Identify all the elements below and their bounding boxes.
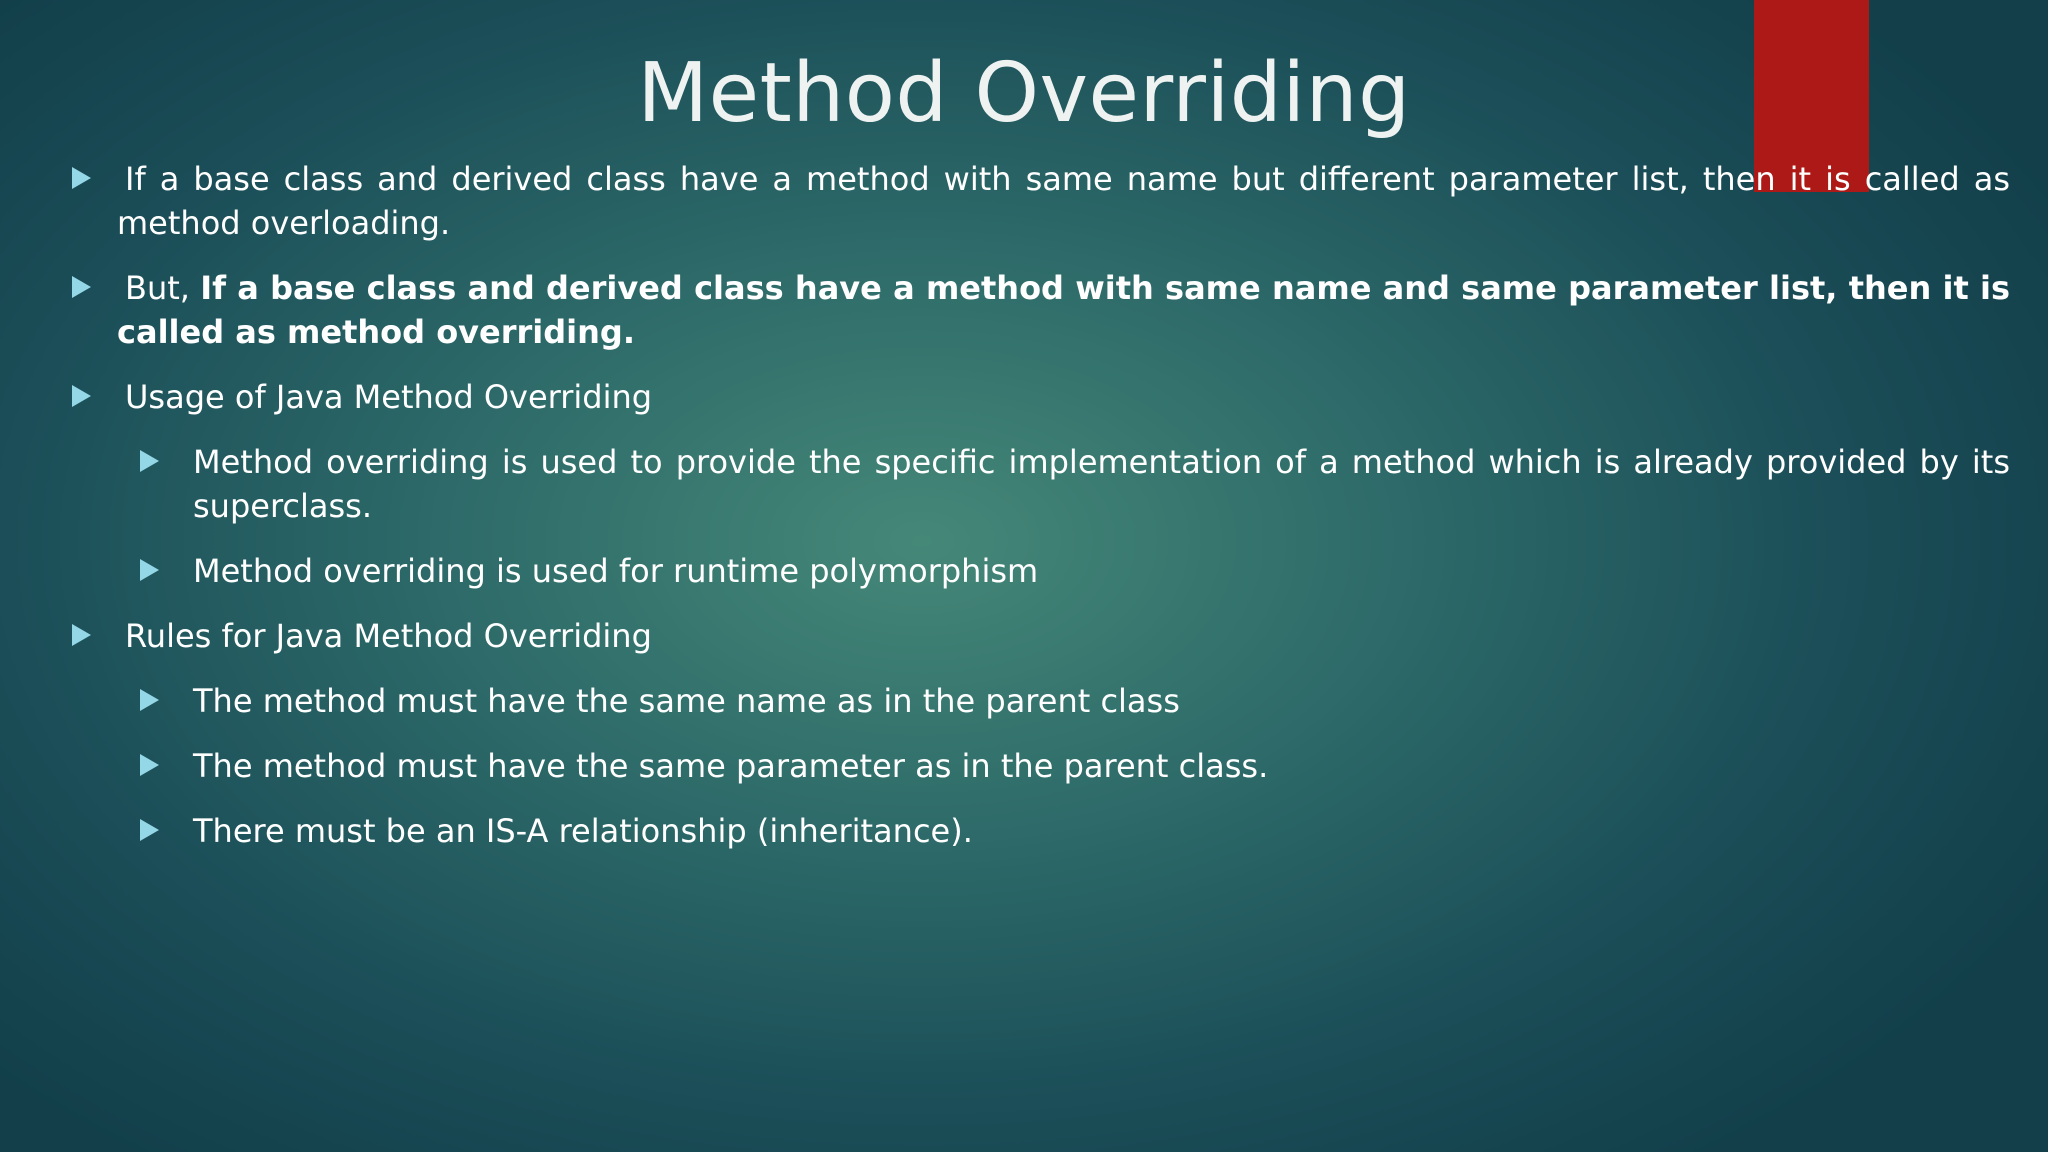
bullet-prefix: But, (125, 269, 201, 307)
bullet-text: If a base class and derived class have a method with same name but different parameter list, then it is called as method overloading. (117, 160, 2010, 242)
triangle-right-icon (72, 385, 91, 407)
sub-bullet-text: The method must have the same parameter as in the parent class. (193, 747, 1269, 785)
sub-bullet-rule-3 (68, 809, 2010, 853)
sub-bullet-rule-1 (68, 679, 2010, 723)
bullet-text: Rules for Java Method Overriding (125, 617, 652, 655)
bullet-bold-text: If a base class and derived class have a method with same name and same parameter list, then it is called as method overriding. (117, 269, 2011, 351)
slide-title: Method Overriding (637, 46, 1411, 141)
bullet-rules-heading (68, 614, 2010, 658)
bullet-text: Usage of Java Method Overriding (125, 378, 653, 416)
bullet-overloading (68, 157, 2010, 245)
triangle-right-icon (140, 754, 159, 776)
triangle-right-icon (72, 167, 91, 189)
sub-bullet-rule-2 (68, 744, 2010, 788)
sub-bullet-text: There must be an IS-A relationship (inheritance). (193, 812, 973, 850)
triangle-right-icon (140, 450, 159, 472)
bullet-usage-heading (68, 375, 2010, 419)
sub-bullet-usage-2 (68, 549, 2010, 593)
sub-bullet-text: Method overriding is used to provide the specific implementation of a method which is already provided by its superclass. (193, 443, 2010, 525)
triangle-right-icon (140, 819, 159, 841)
bullet-overriding-definition (68, 266, 2010, 354)
triangle-right-icon (140, 559, 159, 581)
triangle-right-icon (72, 624, 91, 646)
sub-bullet-text: Method overriding is used for runtime polymorphism (193, 552, 1039, 590)
triangle-right-icon (140, 689, 159, 711)
bullet-list (68, 157, 2010, 853)
sub-bullet-text: The method must have the same name as in the parent class (193, 682, 1180, 720)
sub-bullet-usage-1 (68, 440, 2010, 528)
triangle-right-icon (72, 276, 91, 298)
